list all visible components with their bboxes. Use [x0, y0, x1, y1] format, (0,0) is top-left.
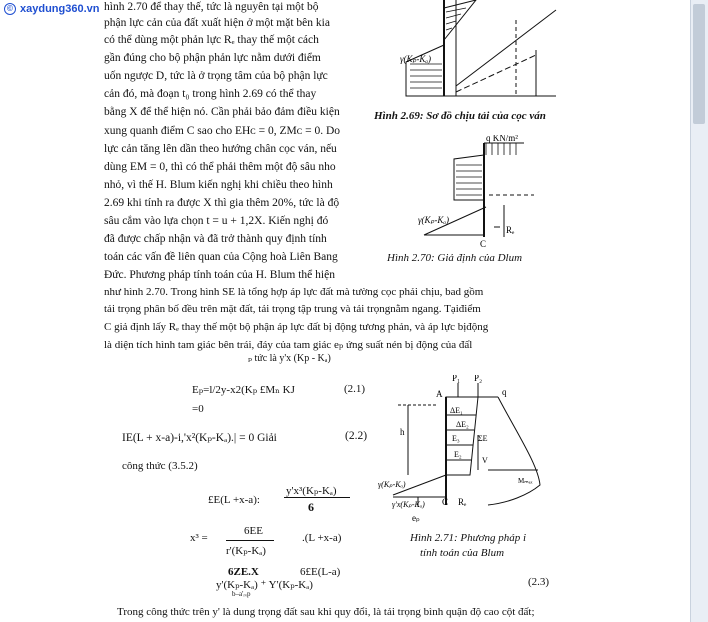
full-line: C giả định lấy Rₑ thay thế một bộ phận áp lực đất bị động tương phản, và áp lực bịđộng	[104, 321, 489, 333]
fig271-c-label: C	[442, 497, 449, 507]
formula-2-1-number: (2.1)	[344, 383, 366, 395]
fig270-r-label: Rₑ	[506, 225, 515, 235]
para-line: Đức. Phương pháp tính toán của H. Blum thể hiện	[104, 269, 335, 281]
fig271-q-label: q	[502, 387, 507, 397]
caption-fig-2-71a: Hình 2.71: Phương pháp i	[410, 532, 527, 544]
bottom-line: Trong công thức trên y' là dung trọng đất sau khi quy đổi, là tải trọng bình quận độ cao cột đất;	[117, 606, 535, 618]
scrollbar-thumb[interactable]	[693, 4, 705, 124]
fig271-se-label: ΣE	[478, 434, 488, 443]
para-line: đã được chấp nhận và đã trở thành quy định tính	[104, 233, 327, 245]
fig271-e2-label: ΔE₂	[456, 420, 469, 429]
formula-5-lhs: x³ =	[190, 532, 208, 544]
para-line: bằng X để thể hiện nó. Cần phải bảo đảm điều kiện	[104, 106, 340, 118]
fig270-q-label: q KN/m²	[486, 135, 518, 143]
para-line: uốn ngược D, tức là ở trọng tâm của bộ phận lực	[104, 70, 328, 82]
formula-4-lhs: £E(L +x-a):	[208, 494, 260, 506]
formula-2-3-number: (2.3)	[528, 576, 550, 588]
para-line: sâu cắm vào lựa chọn t = u + 1,2X. Kiến nghị đó	[104, 215, 329, 227]
para-line: phận lực cản của đất xuất hiện ở một mặt bên kia	[104, 17, 330, 29]
formula-2-1-tail: =0	[192, 403, 204, 415]
fig269-gamma-label: γ(Kₚ-Kₐ)	[400, 54, 432, 64]
figure-2-70	[414, 135, 544, 250]
watermark-text: xaydung360.vn	[20, 3, 100, 15]
formula-2-1: Eₚ=l/2y-x2(Kₚ £Mₙ KJ	[192, 384, 295, 396]
watermark	[4, 3, 99, 15]
fig270-c-label: C	[480, 239, 487, 249]
fig271-e1-label: ΔE₁	[450, 406, 463, 415]
formula-4-numerator: y'x³(Kₚ-Kₐ)	[286, 485, 337, 497]
formula-5-denominator: r'(Kₚ-Kₐ)	[226, 545, 266, 557]
fig270-gamma-label: γ(Kₚ-Kₐ)	[418, 215, 450, 225]
formula-6-subscript: b–a'ᵣᵥp	[232, 590, 251, 598]
formula-2-2: IE(L + x-a)-i,'x²(Kₚ-Kₐ).| = 0 Giải	[122, 432, 277, 444]
full-line: là diện tích hình tam giác bên trái, đáy của tam giác eₚ ứng suất nén bị động của đấl	[104, 339, 473, 351]
para-line: dùng EM = 0, thì có thể phải thêm một độ sâu nho	[104, 161, 336, 173]
fig271-v-label: V	[482, 456, 488, 465]
fig271-gamma-label: γ(Kₚ-Kₐ)	[378, 480, 406, 489]
fig271-h-label: h	[400, 427, 405, 437]
para-line: toán các vấn đề liên quan của Cộng hoà Liên Bang	[104, 251, 338, 263]
vertical-scrollbar[interactable]	[690, 0, 708, 622]
para-line: xung quanh điểm C sao cho EHᴄ = 0, ZMᴄ = 0. Do	[104, 125, 341, 137]
caption-fig-2-71b: tính toán của Blum	[420, 547, 505, 559]
para-line: nhỏ, vì thế H. Blum kiến nghị khi chiều theo hình	[104, 179, 333, 191]
para-line: lực cản tăng lên dần theo hướng chân cọc ván, nếu	[104, 143, 337, 155]
formula-4-denominator: 6	[308, 500, 314, 514]
para-line: cản đó, mà đoạn t₀ trong hình 2.69 có thể thay	[104, 88, 317, 100]
formula-6-right-numerator: 6£E(L-a)	[300, 566, 341, 578]
figure-2-71	[378, 375, 558, 525]
figure-2-69	[396, 0, 561, 105]
full-line: tải trọng phân bố đều trên mặt đất, tải trọng tập trung và tải trọngnằm ngang. Tạiđiểm	[104, 303, 481, 315]
formula-6-left-numerator: 6ZE.X	[228, 566, 259, 578]
para-line: gần đúng cho bộ phận phản lực nằm dưới điểm	[104, 52, 321, 64]
caption-fig-2-69: Hình 2.69: Sơ đồ chịu tải của cọc ván	[374, 110, 546, 122]
fig271-ep-label: eₚ	[412, 513, 420, 523]
fig271-p2-label: P₂	[474, 375, 483, 383]
fig271-p1-label: P₁	[452, 375, 461, 383]
full-line: như hình 2.70. Trong hình SE là tổng hợp áp lực đất mà tường cọc phải chịu, bad gồm	[104, 286, 484, 298]
formula-5-numerator: 6EE	[244, 525, 263, 537]
para-line: hình 2.70 để thay thế, tức là nguyên tại một bộ	[104, 1, 319, 13]
copyright-icon: ©	[4, 3, 16, 15]
formula-6-denominators: y'(Kₚ-Kₐ) ⁺ Y'(Kₚ-Kₐ)	[216, 579, 313, 591]
formula-4-fraction-bar	[284, 497, 350, 498]
sub-line: ₚ tức là y'x (Kp - Kₐ)	[248, 353, 331, 364]
para-line: 2.69 khi tính ra được X thì gia thêm 20%, tức là độ	[104, 197, 340, 209]
fig271-e3-label: E₃	[452, 434, 460, 443]
fig271-r-label: Rₑ	[458, 497, 467, 507]
formula-2-2-number: (2.2)	[345, 430, 368, 442]
formula-ref-line: công thức (3.5.2)	[122, 460, 198, 472]
fig271-a-label: A	[436, 389, 443, 399]
formula-5-fraction-bar	[226, 540, 274, 541]
fig271-mmax-label: Mₘₐₓ	[518, 477, 533, 485]
formula-5-rhs: .(L +x-a)	[302, 532, 342, 544]
fig271-gx-label: γ'x(Kₚ-Kₐ)	[392, 500, 425, 509]
fig271-e2b-label: E₂	[454, 450, 462, 459]
para-line: có thể dùng một phản lực Rₑ thay thế một cách	[104, 34, 319, 46]
caption-fig-2-70: Hình 2.70: Giả định của Dlum	[387, 252, 523, 264]
